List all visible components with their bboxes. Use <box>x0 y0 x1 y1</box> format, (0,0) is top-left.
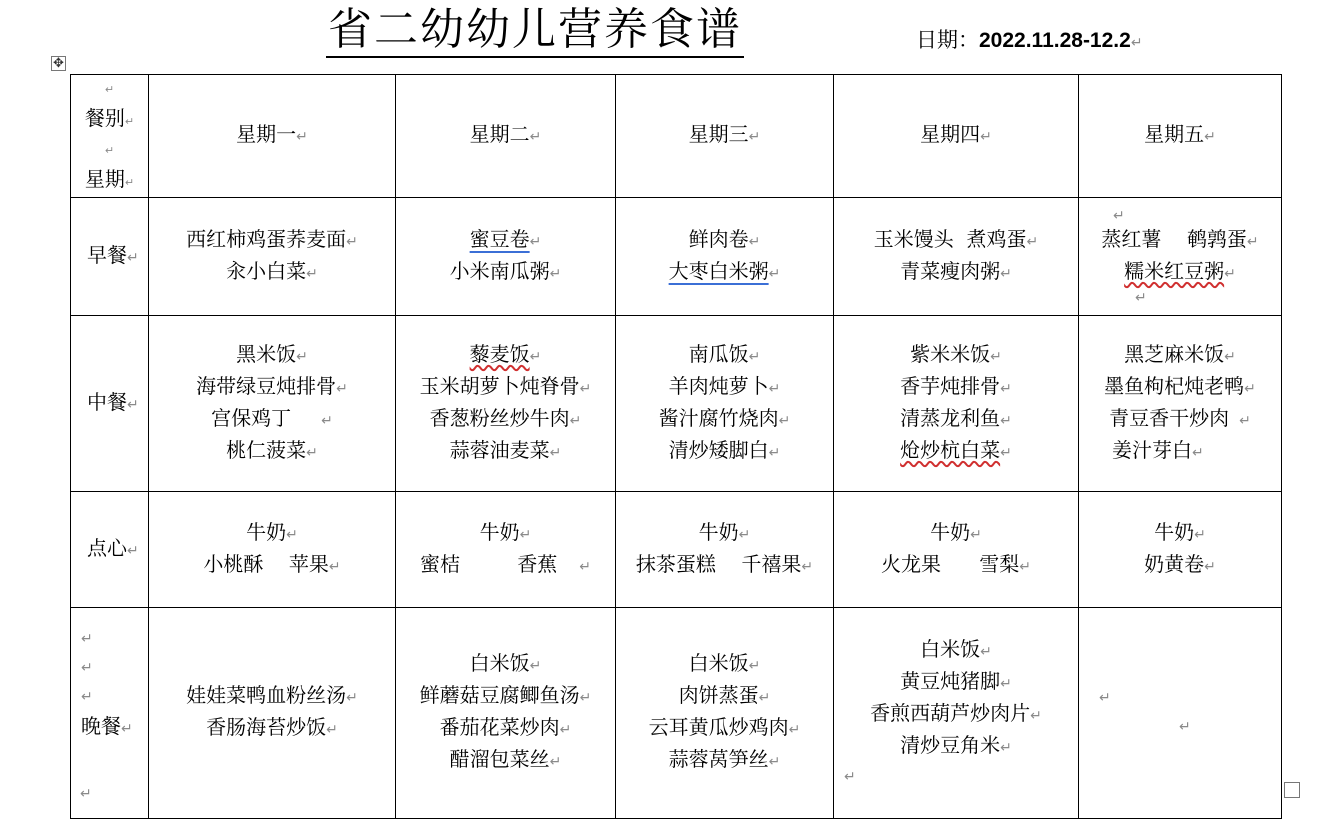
menu-cell-empty: ↵ ↵ <box>1079 608 1282 819</box>
menu-cell: 南瓜饭↵ 羊肉炖萝卜↵ 酱汁腐竹烧肉↵ 清炒矮脚白↵ <box>616 316 834 492</box>
day-header-tue: 星期二↵ <box>396 75 616 198</box>
header-row <box>71 75 1282 198</box>
menu-cell: 牛奶↵ 火龙果 雪梨↵ <box>834 492 1079 608</box>
meal-label-breakfast: 早餐↵ <box>71 198 149 316</box>
meal-label-dinner: ↵ ↵ ↵ 晚餐↵ <box>71 608 149 819</box>
day-header-wed: 星期三↵ <box>616 75 834 198</box>
menu-cell: 牛奶↵ 奶黄卷↵ <box>1079 492 1282 608</box>
lunch-row <box>71 316 1282 492</box>
meal-type-label: 餐别↵ <box>84 106 135 130</box>
menu-cell: 玉米馒头 煮鸡蛋↵ 青菜瘦肉粥↵ <box>834 198 1079 316</box>
menu-cell: ↵ 蒸红薯 鹌鹑蛋↵ 糯米红豆粥↵ ↵ <box>1079 198 1282 316</box>
day-header-thu: 星期四↵ <box>834 75 1079 198</box>
menu-cell: 牛奶↵ 抹茶蛋糕 千禧果↵ <box>616 492 834 608</box>
menu-cell: 黑米饭↵ 海带绿豆炖排骨↵ 宫保鸡丁 ↵ 桃仁菠菜↵ <box>149 316 396 492</box>
menu-cell: 蜜豆卷↵ 小米南瓜粥↵ <box>396 198 616 316</box>
meal-label-lunch: 中餐↵ <box>71 316 149 492</box>
paragraph-mark-icon: ↵ <box>104 144 115 157</box>
paragraph-mark-icon: ↵ <box>104 83 115 96</box>
table-move-handle-icon[interactable]: ✥ <box>51 56 66 71</box>
menu-cell: 白米饭↵ 鲜蘑菇豆腐鲫鱼汤↵ 番茄花菜炒肉↵ 醋溜包菜丝↵ <box>396 608 616 819</box>
day-header-mon: 星期一↵ <box>149 75 396 198</box>
menu-cell: 牛奶↵ 小桃酥 苹果↵ <box>149 492 396 608</box>
menu-cell: 西红柿鸡蛋荞麦面↵ 汆小白菜↵ <box>149 198 396 316</box>
menu-table <box>70 74 1282 819</box>
menu-cell: 藜麦饭↵ 玉米胡萝卜炖脊骨↵ 香葱粉丝炒牛肉↵ 蒜蓉油麦菜↵ <box>396 316 616 492</box>
menu-title: 省二幼幼儿营养食谱 <box>326 4 744 58</box>
date-label: 日期： <box>916 28 979 52</box>
meal-label-snack: 点心↵ <box>71 492 149 608</box>
corner-header-cell <box>71 75 149 198</box>
weekday-label: 星期↵ <box>84 167 135 191</box>
paragraph-mark-icon: ↵ <box>1130 35 1143 51</box>
menu-cell: 黑芝麻米饭↵ 墨鱼枸杞炖老鸭↵ 青豆香干炒肉 ↵ 姜汁芽白↵ <box>1079 316 1282 492</box>
snack-row <box>71 492 1282 608</box>
paragraph-mark-icon: ↵ <box>80 786 92 802</box>
menu-cell: 娃娃菜鸭血粉丝汤↵ 香肠海苔炒饭↵ <box>149 608 396 819</box>
menu-cell: 紫米米饭↵ 香芋炖排骨↵ 清蒸龙利鱼↵ 炝炒杭白菜↵ <box>834 316 1079 492</box>
menu-cell: 白米饭↵ 肉饼蒸蛋↵ 云耳黄瓜炒鸡肉↵ 蒜蓉莴笋丝↵ <box>616 608 834 819</box>
menu-cell: 白米饭↵ 黄豆炖猪脚↵ 香煎西葫芦炒肉片↵ 清炒豆角米↵ ↵ <box>834 608 1079 819</box>
dinner-row <box>71 608 1282 819</box>
breakfast-row <box>71 198 1282 316</box>
menu-cell: 鲜肉卷↵ 大枣白米粥↵ <box>616 198 834 316</box>
day-header-fri: 星期五↵ <box>1079 75 1282 198</box>
table-resize-handle-icon[interactable] <box>1284 782 1300 798</box>
menu-cell: 牛奶↵ 蜜桔 香蕉 ↵ <box>396 492 616 608</box>
date-value: 2022.11.28-12.2 <box>979 29 1131 52</box>
date-line <box>916 26 1143 57</box>
